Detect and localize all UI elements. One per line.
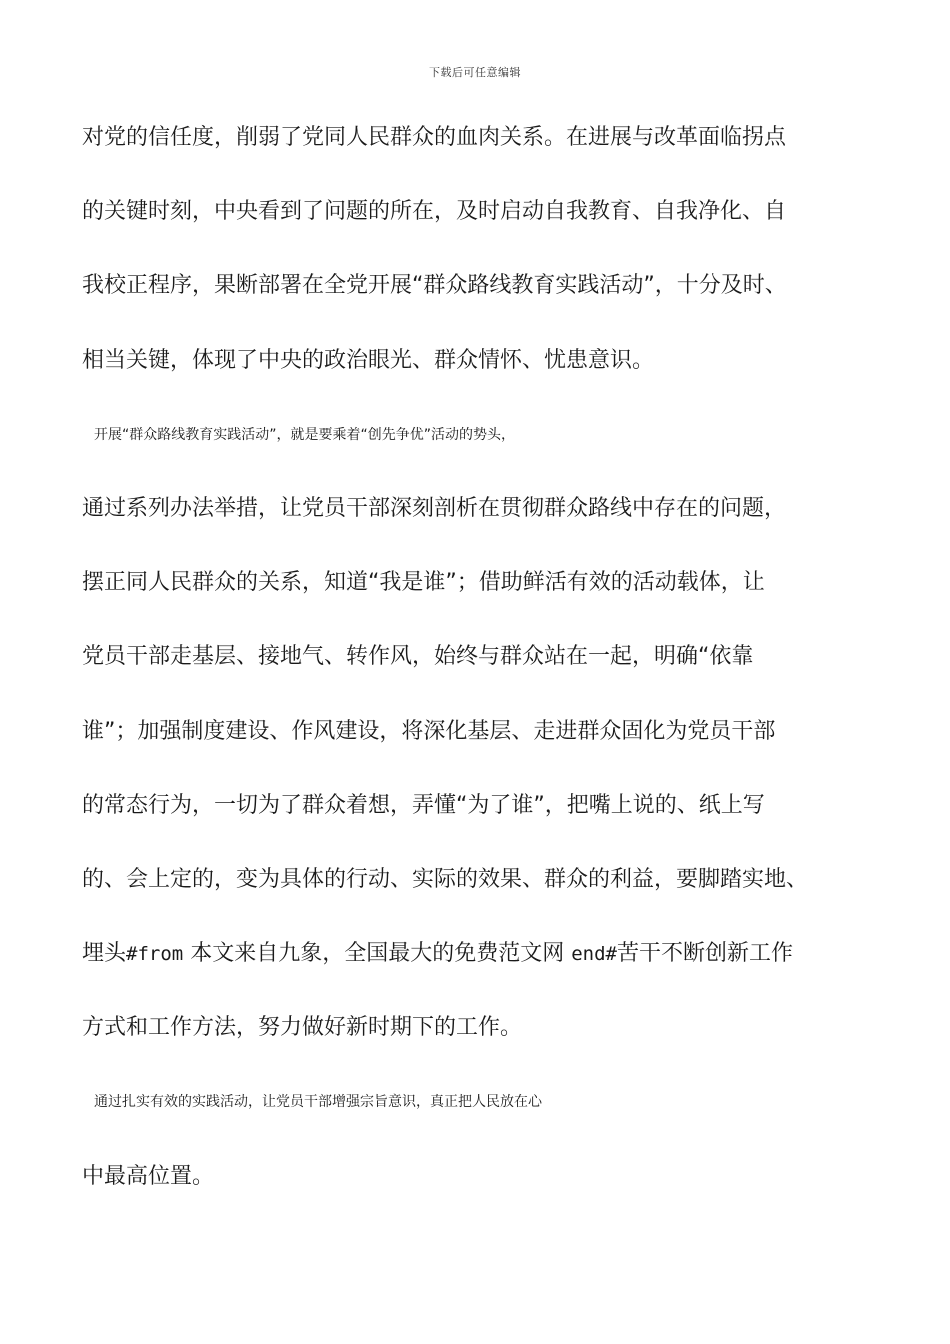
paragraph-start-line: 开展“群众路线教育实践活动”，就是要乘着“创先争优”活动的势头， [94,426,516,443]
text-line: 摆正同人民群众的关系，知道“我是谁”；借助鲜活有效的活动载体，让 [82,570,765,596]
text-line: 方式和工作方法，努力做好新时期下的工作。 [82,1015,523,1041]
text-line: 谁”；加强制度建设、作风建设，将深化基层、走进群众固化为党员干部 [82,718,776,744]
text-line: 我校正程序，果断部署在全党开展“群众路线教育实践活动”，十分及时、 [82,273,787,299]
document-body [82,118,882,1231]
text-line: 相当关键，体现了中央的政治眼光、群众情怀、忧患意识。 [82,347,655,373]
latin-run: #from [126,943,184,966]
text-line: 的常态行为，一切为了群众着想，弄懂“为了谁”，把嘴上说的、纸上写 [82,792,765,818]
text-line: 通过系列办法举措，让党员干部深刻剖析在贯彻群众路线中存在的问题， [82,495,787,521]
header-note: 下载后可任意编辑 [429,66,521,79]
text-line: 对党的信任度，削弱了党同人民群众的血肉关系。在进展与改革面临拐点 [82,125,787,150]
text-line-mixed: 埋头#from 本文来自九象，全国最大的免费范文网 end#苦干不断创新工作 [82,941,793,967]
text-line: 的关键时刻，中央看到了问题的所在，及时启动自我教育、自我净化、自 [82,199,787,225]
paragraph-start-line: 通过扎实有效的实践活动，让党员干部增强宗旨意识，真正把人民放在心 [94,1094,542,1111]
text-line: 的、会上定的，变为具体的行动、实际的效果、群众的利益，要脚踏实地、 [82,866,809,892]
text-line: 中最高位置。 [82,1163,215,1189]
text-line: 党员干部走基层、接地气、转作风，始终与群众站在一起，明确“依靠 [82,644,754,670]
latin-run: end# [571,943,617,966]
